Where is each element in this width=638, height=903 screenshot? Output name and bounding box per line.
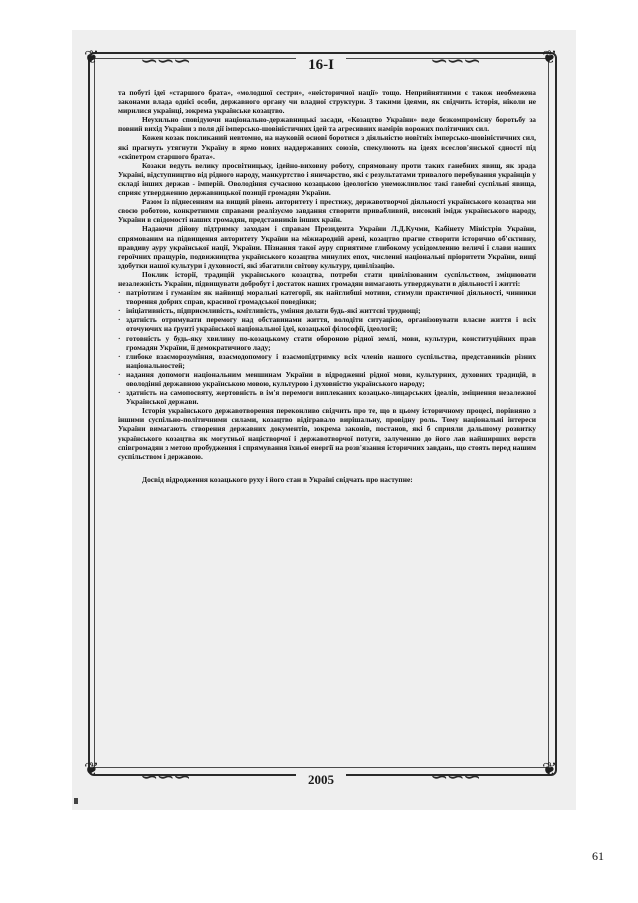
bullet-icon: ·	[118, 288, 121, 298]
list-item	[118, 370, 536, 388]
page-marker: 16-I	[296, 57, 346, 79]
bullet-icon: ·	[118, 369, 121, 379]
list-item-text: здатність отримувати перемогу над обставинами життя, володіти ситуацією, організовувати власне життя і всіх оточуючих на ґрунті української національної ідеї, козацької філософії, ідеології;	[126, 315, 536, 334]
paragraph: Історія українського державотворення переконливо свідчить про те, що в цьому історичному процесі, порівняно з іншими суспільно-політичними силами, козацтво відігравало вирішальну, провідну роль. Тому національні інтереси України вимагають створення державних документів, зокрема законів, постанов, які б сприяли дальшому розвитку українського козацтва як могутньої націєтворчої і державотворчої потуги, залученню до його лав найширших верств співгромадян з метою пробудження і спрямування їхньої енергії на розв'язання історичних завдань, що стоять перед нашим суспільством і державою.	[118, 406, 536, 461]
list-item-text: надання допомоги національним меншинам України в відродженні рідної мови, культурних, духовних традицій, в оволодінні державною українською мовою, культурою і духовністю українського народу;	[126, 369, 536, 388]
paragraph: та побуті ідеї «старшого брата», «молодшої сестри», «неісторичної нації» тощо. Неприйнятними є також необмежена законами влада однієї особи, державного органу чи владної структури. З такими ідеями, як свідчить історія, ніколи не мирилися українці, зокрема українське козацтво.	[118, 88, 536, 116]
list-item	[118, 306, 536, 315]
footer-year: 2005	[296, 772, 346, 790]
paragraph: Козаки ведуть велику просвітницьку, ідейно-виховну роботу, спрямовану проти таких ганебних явищ, як зрада Україні, відступництво від рідного народу, манкуртство і яничарство, які є результатами тривалого перебування українців у складі інших держав - імперій. Оволодіння сучасною козацькою ідеологією унеможливлює такі ганебні суспільні явища, сприяє утвердженню державницької позиції громадян України.	[118, 160, 536, 198]
list-item	[118, 388, 536, 406]
bullet-icon: ·	[118, 351, 121, 361]
border-swirl-icon: ∽∽∽	[430, 764, 480, 789]
border-swirl-icon: ∽∽∽	[140, 764, 190, 789]
paragraph: Досвід відродження козацького руху і його стан в Україні свідчать про наступне:	[142, 474, 413, 484]
paragraph: Надаючи дійову підтримку заходам і справам Президента України Л.Д.Кучми, Кабінету Міністрів України, спрямованим на підвищення авторитету України на міжнародній арені, козацтво прагне створити історично об'єктивну, правдиву ауру української нації, України. Пізнання такої ауру сприятиме глибокому усвідомленню величі і слави наших героїчних пращурів, подвижництва українського козацтва минулих епох, численні національні пріоритети України, вищі здобутки нашої культури і духовності, які збагатили світову культуру, цивілізацію.	[118, 224, 536, 270]
border-swirl-icon: ∽∽∽	[430, 48, 480, 73]
bullet-icon: ·	[118, 306, 121, 316]
list-item-text: глибоке взаєморозуміння, взаємодопомогу і взаємопідтримку всіх членів нашого суспільства, представників різних національностей;	[126, 351, 536, 370]
paragraph: Поклик історії, традицій українського козацтва, потреби стати цивілізованим суспільством, зміцнювати незалежність України, підвищувати добробут і достаток наших громадян вимагають утверджувати в діяльності і житті:	[118, 269, 536, 288]
border-swirl-icon: ∽∽∽	[140, 48, 190, 73]
list-item	[118, 315, 536, 333]
corner-ornament-top-right: ❦	[542, 47, 558, 67]
paragraph: Неухильно сповідуючи національно-державницькі засади, «Козацтво України» веде безкомпромісну боротьбу за повний вихід України з поля дії імперсько-шовіністичних ідей та агресивних намірів ворожих політичних сил.	[118, 115, 536, 134]
list-item-text: здатність на самопосвяту, жертовність в ім'я перемоги виплеканих козацько-лицарських ідеалів, зміцнення незалежної Української держави.	[126, 388, 536, 407]
paragraph: Разом із піднесенням на вищий рівень авторитету і престижу, державотворчої діяльності українського козацтва ми своєю роботою, конкретними справами реалізуємо завдання створити привабливий, високий імідж українського народу, України в свідомості наших громадян, представників інших країн.	[118, 197, 536, 225]
bullet-icon: ·	[118, 388, 121, 398]
corner-ornament-bottom-right: ❦	[542, 759, 558, 779]
list-item	[118, 352, 536, 370]
scan-mark	[74, 798, 78, 804]
list-item	[118, 288, 536, 306]
document-body	[118, 88, 536, 484]
paragraph: Кожен козак покликаний невтомно, на науковій основі боротися з діяльністю новітніх імперсько-шовіністичних сил, які прагнуть утягнути Україну в ярмо нових наддержавних союзів, спекулюють на ідеях всеслов'янської єдності під «скіпетром старшого брата».	[118, 133, 536, 161]
list-item-text: ініціативність, підприємливість, кмітливість, уміння долати будь-які життєві труднощі;	[126, 306, 421, 316]
list-item-text: патріотизм і гуманізм як найвищі моральні категорії, як найглибші мотиви, стимули практичної діяльності, чинники творення добрих справ, красивої громадської поведінки;	[126, 288, 536, 307]
bullet-icon: ·	[118, 333, 121, 343]
list-item-text: готовність у будь-яку хвилину по-козацькому стати обороною рідної землі, мови, культури, конституційних прав громадян України, її демократичного ладу;	[126, 333, 536, 352]
bullet-icon: ·	[118, 315, 121, 325]
corner-ornament-bottom-left: ❦	[84, 759, 100, 779]
page-number: 61	[592, 849, 604, 863]
list-item	[118, 334, 536, 352]
corner-ornament-top-left: ❦	[84, 47, 100, 67]
